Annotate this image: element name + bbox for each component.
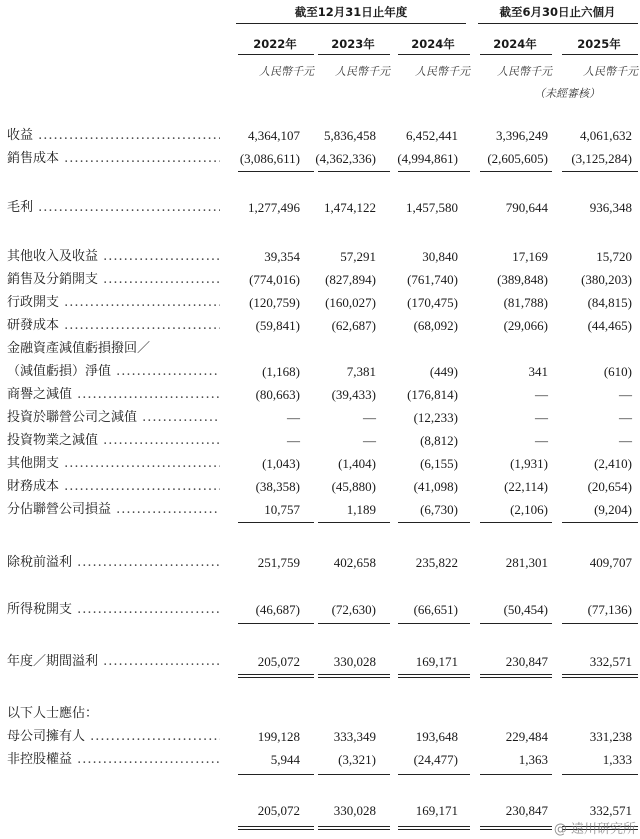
row-value: (29,066): [503, 318, 548, 333]
column-rule: [398, 774, 470, 775]
row-label: 銷售及分銷開支 .....: [7, 271, 220, 289]
unit-label: 人民幣千元: [335, 65, 390, 78]
row-value: (84,815): [587, 295, 632, 310]
row-value: (46,687): [255, 602, 300, 617]
row-label: 銷售成本 .....: [7, 150, 220, 168]
row-value: 4,061,632: [580, 128, 632, 143]
row-value: 30,840: [422, 249, 458, 264]
row-value: 332,571: [589, 803, 632, 818]
row-value: [542, 340, 632, 358]
row-value: 1,457,580: [406, 200, 458, 215]
year-rule: [238, 54, 314, 55]
header-rule: [478, 23, 638, 24]
row-label: 金融資產減值虧損撥回／: [7, 341, 151, 356]
year-header: 2025年: [577, 37, 621, 51]
row-value: (24,477): [413, 752, 458, 767]
row-value: (3,125,284): [571, 151, 632, 166]
row-value: 281,301: [505, 555, 548, 570]
row-value: (41,098): [413, 479, 458, 494]
row-value: (66,651): [413, 602, 458, 617]
row-value: (1,931): [510, 456, 548, 471]
column-rule: [562, 623, 638, 624]
unit-label: 人民幣千元: [583, 65, 638, 78]
row-value: (2,605,605): [487, 151, 548, 166]
row-value: 3,396,249: [496, 128, 548, 143]
row-value: (62,687): [331, 318, 376, 333]
row-value: 1,277,496: [248, 200, 300, 215]
year-rule: [398, 54, 470, 55]
row-value: —: [619, 387, 632, 402]
column-rule: [318, 674, 390, 675]
row-value: (380,203): [581, 272, 632, 287]
row-value: 1,363: [518, 752, 548, 767]
row-value: (1,043): [262, 456, 300, 471]
header-rule: [236, 23, 466, 24]
column-rule: [480, 522, 552, 523]
row-label: 行政開支 .....: [7, 294, 220, 312]
row-value: 169,171: [415, 654, 458, 669]
row-value: 341: [528, 364, 548, 379]
row-value: 5,944: [270, 752, 300, 767]
row-value: 230,847: [505, 654, 548, 669]
column-rule: [238, 674, 314, 675]
year-rule: [480, 54, 552, 55]
row-value: (170,475): [407, 295, 458, 310]
row-value: [458, 340, 548, 358]
row-value: 1,474,122: [324, 200, 376, 215]
row-value: —: [287, 410, 300, 425]
row-value: (389,848): [497, 272, 548, 287]
row-value: 169,171: [415, 803, 458, 818]
row-value: (45,880): [331, 479, 376, 494]
row-value: (68,092): [413, 318, 458, 333]
column-rule: [398, 171, 470, 172]
row-value: [368, 705, 458, 723]
column-rule: [398, 674, 470, 675]
year-header: 2022年: [253, 37, 297, 51]
row-value: (77,136): [587, 602, 632, 617]
row-value: (120,759): [249, 295, 300, 310]
header-six-months: 截至6月30日止六個月: [499, 5, 616, 19]
column-rule: [480, 171, 552, 172]
row-value: 7,381: [346, 364, 376, 379]
row-value: (761,740): [407, 272, 458, 287]
row-value: (1,168): [262, 364, 300, 379]
row-value: (59,841): [255, 318, 300, 333]
column-rule: [398, 677, 470, 678]
row-value: 230,847: [505, 803, 548, 818]
row-value: (449): [429, 364, 458, 379]
column-rule: [562, 522, 638, 523]
row-value: 57,291: [340, 249, 376, 264]
row-value: 15,720: [596, 249, 632, 264]
row-value: (176,814): [407, 387, 458, 402]
row-value: 251,759: [257, 555, 300, 570]
row-value: —: [535, 387, 548, 402]
row-value: —: [535, 433, 548, 448]
row-label: 以下人士應佔：: [7, 706, 99, 721]
row-value: 17,169: [512, 249, 548, 264]
row-value: 199,128: [257, 729, 300, 744]
row-value: 331,238: [589, 729, 632, 744]
row-value: [458, 705, 548, 723]
column-rule: [238, 171, 314, 172]
column-rule: [480, 826, 552, 827]
row-label: 財務成本 .....: [7, 478, 220, 496]
header-year-end: 截至12月31日止年度: [294, 5, 408, 19]
row-value: —: [363, 410, 376, 425]
row-value: (12,233): [413, 410, 458, 425]
column-rule: [562, 774, 638, 775]
row-value: (4,362,336): [315, 151, 376, 166]
column-rule: [398, 829, 470, 830]
row-label: 年度／期間溢利 .....: [7, 653, 220, 671]
row-value: (6,730): [420, 502, 458, 517]
row-value: (3,086,611): [239, 151, 300, 166]
column-rule: [480, 829, 552, 830]
row-label: 所得稅開支 .....: [7, 601, 220, 619]
row-value: (39,433): [331, 387, 376, 402]
column-rule: [318, 774, 390, 775]
year-header: 2024年: [411, 37, 455, 51]
column-rule: [238, 774, 314, 775]
column-rule: [562, 677, 638, 678]
row-value: (8,812): [420, 433, 458, 448]
year-rule: [318, 54, 390, 55]
row-value: (1,404): [338, 456, 376, 471]
row-value: 193,648: [415, 729, 458, 744]
row-value: [286, 340, 376, 358]
row-value: —: [619, 433, 632, 448]
row-label: 非控股權益 .....: [7, 751, 220, 769]
unit-label: 人民幣千元: [497, 65, 552, 78]
column-rule: [238, 829, 314, 830]
row-value: —: [535, 410, 548, 425]
row-value: 1,333: [602, 752, 632, 767]
row-label: 除稅前溢利 .....: [7, 554, 220, 572]
row-value: 330,028: [333, 654, 376, 669]
year-header: 2024年: [493, 37, 537, 51]
row-value: 4,364,107: [248, 128, 300, 143]
column-rule: [238, 677, 314, 678]
column-rule: [562, 674, 638, 675]
row-value: 790,644: [505, 200, 548, 215]
row-value: —: [287, 433, 300, 448]
row-label: 其他收入及收益 .....: [7, 248, 220, 266]
column-rule: [480, 774, 552, 775]
row-value: 229,484: [505, 729, 548, 744]
column-rule: [480, 677, 552, 678]
row-value: (38,358): [255, 479, 300, 494]
row-value: 1,189: [346, 502, 376, 517]
row-value: (72,630): [331, 602, 376, 617]
row-label: （減值虧損）淨值 .....: [7, 363, 220, 381]
column-rule: [480, 674, 552, 675]
row-value: [286, 705, 376, 723]
column-rule: [318, 171, 390, 172]
column-rule: [318, 829, 390, 830]
row-value: (3,321): [338, 752, 376, 767]
row-value: (22,114): [504, 479, 548, 494]
unaudited-label: （未經審核）: [534, 87, 600, 100]
row-value: 409,707: [589, 555, 632, 570]
row-label: [7, 802, 220, 820]
column-rule: [238, 826, 314, 827]
row-value: (2,106): [510, 502, 548, 517]
unit-label: 人民幣千元: [415, 65, 470, 78]
row-value: 205,072: [257, 654, 300, 669]
unit-label: 人民幣千元: [259, 65, 314, 78]
row-label: 母公司擁有人 .....: [7, 728, 220, 746]
row-value: —: [363, 433, 376, 448]
row-label: 商譽之減值 .....: [7, 386, 220, 404]
row-value: (827,894): [325, 272, 376, 287]
row-label: 毛利 .....: [7, 199, 220, 217]
row-label: 分佔聯營公司損益 .....: [7, 501, 220, 519]
row-value: 39,354: [264, 249, 300, 264]
column-rule: [318, 677, 390, 678]
column-rule: [480, 623, 552, 624]
row-value: —: [619, 410, 632, 425]
row-value: (160,027): [325, 295, 376, 310]
row-value: (20,654): [587, 479, 632, 494]
column-rule: [318, 522, 390, 523]
row-value: (80,663): [255, 387, 300, 402]
row-value: 936,348: [589, 200, 632, 215]
column-rule: [398, 522, 470, 523]
row-label: 研發成本 .....: [7, 317, 220, 335]
row-value: (44,465): [587, 318, 632, 333]
row-label: 投資物業之減值 .....: [7, 432, 220, 450]
row-value: 205,072: [257, 803, 300, 818]
column-rule: [238, 623, 314, 624]
row-value: 330,028: [333, 803, 376, 818]
column-rule: [318, 826, 390, 827]
row-label: 收益 .....: [7, 127, 220, 145]
row-value: 235,822: [415, 555, 458, 570]
row-value: 6,452,441: [406, 128, 458, 143]
row-value: (6,155): [420, 456, 458, 471]
year-rule: [562, 54, 638, 55]
watermark: @ 遠川研究所: [553, 822, 636, 837]
row-value: 402,658: [333, 555, 376, 570]
row-value: (4,994,861): [397, 151, 458, 166]
year-header: 2023年: [331, 37, 375, 51]
column-rule: [318, 623, 390, 624]
row-value: [542, 705, 632, 723]
row-value: (81,788): [503, 295, 548, 310]
row-value: 5,836,458: [324, 128, 376, 143]
row-value: [368, 340, 458, 358]
row-value: 10,757: [264, 502, 300, 517]
column-rule: [398, 826, 470, 827]
row-value: (9,204): [594, 502, 632, 517]
column-rule: [238, 522, 314, 523]
column-rule: [398, 623, 470, 624]
row-value: (610): [603, 364, 632, 379]
row-label: 其他開支 .....: [7, 455, 220, 473]
row-label: 投資於聯營公司之減值 .....: [7, 409, 220, 427]
row-value: 332,571: [589, 654, 632, 669]
row-value: (774,016): [249, 272, 300, 287]
row-value: (50,454): [503, 602, 548, 617]
column-rule: [562, 171, 638, 172]
row-value: (2,410): [594, 456, 632, 471]
row-value: 333,349: [333, 729, 376, 744]
